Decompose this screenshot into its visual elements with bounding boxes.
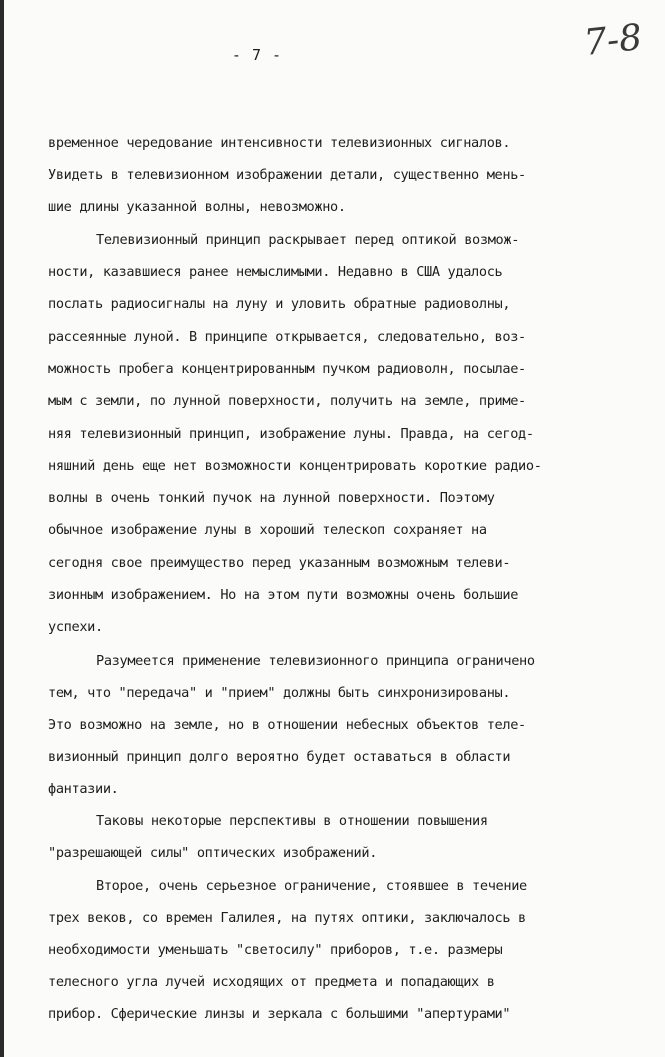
text-line: Это возможно на земле, но в отношении небесных объектов теле- bbox=[48, 717, 526, 733]
handwritten-page-mark: 7-8 bbox=[582, 17, 644, 64]
text-line: можность пробега концентрированным пучком радиоволн, посылае- bbox=[48, 361, 526, 377]
text-line: волны в очень тонкий пучок на лунной поверхности. Поэтому bbox=[48, 490, 495, 506]
text-line: Увидеть в телевизионном изображении детали, существенно мень- bbox=[48, 167, 526, 183]
text-line: "разрешающей силы" оптических изображений. bbox=[48, 845, 378, 861]
text-line: обычное изображение луны в хороший телескоп сохраняет на bbox=[48, 522, 487, 538]
text-line: сегодня свое преимущество перед указанным возможным телеви- bbox=[48, 555, 511, 571]
text-line: Телевизионный принцип раскрывает перед оптикой возмож- bbox=[96, 232, 520, 248]
text-line: шие длины указанной волны, невозможно. bbox=[48, 199, 346, 215]
text-line: послать радиосигналы на луну и уловить обратные радиоволны, bbox=[48, 296, 511, 312]
text-line: Таковы некоторые перспективы в отношении повышения bbox=[96, 813, 488, 829]
text-line: тем, что "передача" и "прием" должны быть синхронизированы. bbox=[48, 685, 511, 701]
text-line: временное чередование интенсивности телевизионных сигналов. bbox=[48, 135, 511, 151]
text-line: Разумеется применение телевизионного принципа ограничено bbox=[96, 653, 535, 669]
text-line: зионным изображением. Но на этом пути возможны очень большие bbox=[48, 587, 519, 603]
text-line: необходимости уменьшать "светосилу" приборов, т.е. размеры bbox=[48, 942, 503, 958]
scan-edge bbox=[0, 0, 4, 1057]
text-line: телесного угла лучей исходящих от предмета и попадающих в bbox=[48, 974, 495, 990]
text-line: успехи. bbox=[48, 619, 103, 635]
page-number: - 7 - bbox=[231, 46, 283, 64]
text-line: рассеянные луной. В принципе открывается, следовательно, воз- bbox=[48, 329, 526, 345]
text-line: няя телевизионный принцип, изображение луны. Правда, на сегод- bbox=[48, 426, 534, 442]
text-line: трех веков, со времен Галилея, на путях оптики, заключалось в bbox=[48, 910, 526, 926]
text-line: прибор. Сферические линзы и зеркала с большими "апертурами" bbox=[48, 1006, 511, 1022]
text-line: мым с земли, по лунной поверхности, получить на земле, приме- bbox=[48, 393, 526, 409]
text-line: Второе, очень серьезное ограничение, стоявшее в течение bbox=[96, 878, 527, 894]
text-line: няшний день еще нет возможности концентрировать короткие радио- bbox=[48, 458, 542, 474]
text-line: фантазии. bbox=[48, 781, 119, 797]
text-line: визионный принцип долго вероятно будет оставаться в области bbox=[48, 749, 511, 765]
text-line: ности, казавшиеся ранее немыслимыми. Недавно в США удалось bbox=[48, 264, 503, 280]
